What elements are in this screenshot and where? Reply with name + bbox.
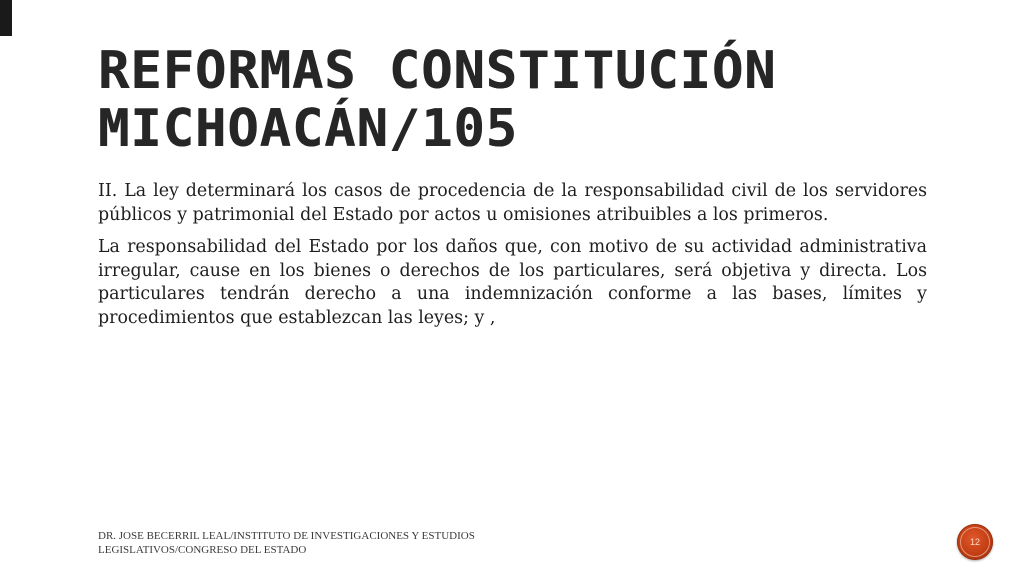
- slide-footer: DR. JOSE BECERRIL LEAL/INSTITUTO DE INVESTIGACIONES Y ESTUDIOS LEGISLATIVOS/CONGRESO DEL ESTADO: [98, 530, 475, 556]
- page-number: 12: [969, 537, 980, 547]
- corner-accent-bar: [0, 0, 12, 36]
- paragraph-state-liability: La responsabilidad del Estado por los daños que, con motivo de su actividad administrativa irregular, cause en los bienes o derechos de los particulares, será objetiva y directa. Los particulares tendrán derecho a una indemnización conforme a las bases, límites y procedimientos que establezcan las leyes; y ,: [98, 237, 927, 328]
- slide-body: [98, 180, 927, 339]
- paragraph-fraction-ii: II. La ley determinará los casos de procedencia de la responsabilidad civil de los servidores públicos y patrimonial del Estado por actos u omisiones atribuibles a los primeros.: [98, 181, 927, 225]
- slide-title: REFORMAS CONSTITUCIÓN MICHOACÁN/105: [98, 41, 777, 159]
- page-number-badge: [957, 524, 993, 560]
